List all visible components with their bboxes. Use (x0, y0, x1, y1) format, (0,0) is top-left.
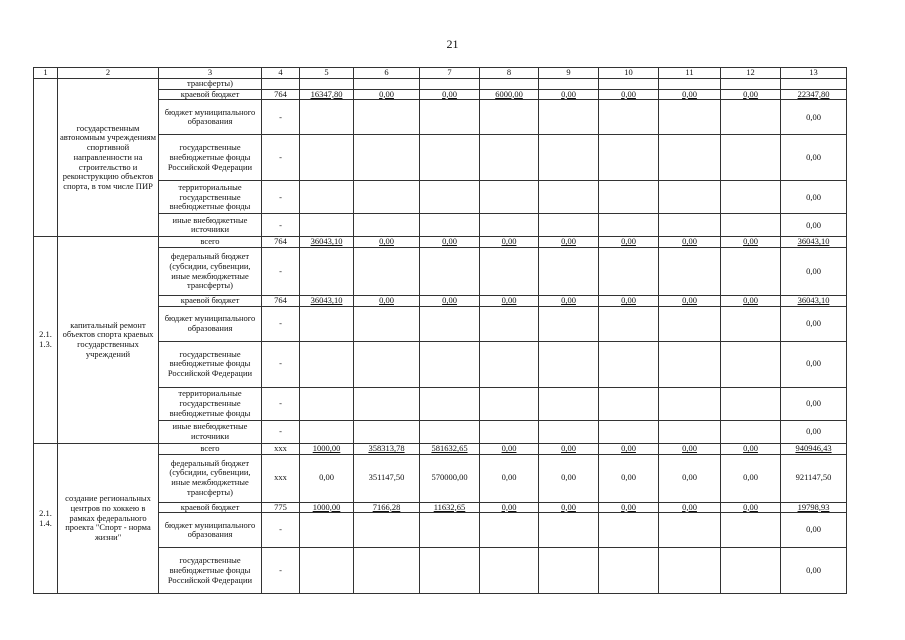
col-header: 10 (599, 68, 659, 79)
amount-cell: 0,00 (721, 296, 781, 307)
col-header: 3 (159, 68, 262, 79)
amount-cell (354, 513, 420, 548)
amount-cell: 0,00 (539, 296, 599, 307)
amount-cell: 358313,78 (354, 443, 420, 454)
total-cell: 0,00 (781, 135, 847, 181)
amount-cell: 0,00 (599, 89, 659, 100)
funding-source: федеральный бюджет (субсидии, субвенции, иные межбюджетные трансферты) (159, 248, 262, 296)
amount-cell (480, 306, 539, 341)
amount-cell (480, 513, 539, 548)
table-row (34, 443, 847, 454)
amount-cell: 921147,50 (781, 454, 847, 502)
amount-cell (599, 248, 659, 296)
funding-source: территориальные государственные внебюджетные фонды (159, 387, 262, 420)
amount-cell: 0,00 (599, 502, 659, 513)
row-number (34, 79, 58, 237)
amount-cell: 0,00 (599, 454, 659, 502)
table-cell (599, 79, 659, 90)
amount-cell (300, 306, 354, 341)
table-cell (420, 79, 480, 90)
amount-cell (539, 420, 599, 443)
amount-cell (539, 387, 599, 420)
amount-cell (354, 135, 420, 181)
amount-cell (420, 306, 480, 341)
budget-code: - (262, 548, 300, 594)
amount-cell: 0,00 (599, 443, 659, 454)
amount-cell: 0,00 (354, 296, 420, 307)
amount-cell (300, 513, 354, 548)
amount-cell (480, 548, 539, 594)
amount-cell (300, 181, 354, 214)
amount-cell (539, 248, 599, 296)
amount-cell (354, 420, 420, 443)
table-cell (480, 79, 539, 90)
amount-cell (721, 548, 781, 594)
amount-cell (721, 306, 781, 341)
total-cell: 0,00 (781, 513, 847, 548)
amount-cell: 581632,65 (420, 443, 480, 454)
amount-cell (659, 548, 721, 594)
amount-cell (354, 248, 420, 296)
table-cell (262, 79, 300, 90)
amount-cell (599, 387, 659, 420)
amount-cell (300, 341, 354, 387)
amount-cell: 0,00 (480, 296, 539, 307)
amount-cell: 0,00 (300, 454, 354, 502)
amount-cell (599, 135, 659, 181)
budget-code: - (262, 341, 300, 387)
amount-cell (300, 248, 354, 296)
amount-cell (354, 306, 420, 341)
budget-code: 764 (262, 237, 300, 248)
amount-cell: 1000,00 (300, 502, 354, 513)
amount-cell (659, 100, 721, 135)
funding-source: федеральный бюджет (субсидии, субвенции, иные межбюджетные трансферты) (159, 454, 262, 502)
amount-cell: 0,00 (420, 89, 480, 100)
amount-cell: 36043,10 (300, 296, 354, 307)
amount-cell: 0,00 (659, 237, 721, 248)
amount-cell (721, 135, 781, 181)
amount-cell: 0,00 (721, 89, 781, 100)
amount-cell: 0,00 (659, 454, 721, 502)
amount-cell: 1000,00 (300, 443, 354, 454)
amount-cell: 0,00 (721, 502, 781, 513)
amount-cell (480, 248, 539, 296)
col-header: 11 (659, 68, 721, 79)
amount-cell: 36043,10 (781, 237, 847, 248)
amount-cell (599, 214, 659, 237)
budget-code: - (262, 214, 300, 237)
amount-cell: 0,00 (539, 454, 599, 502)
table-row (34, 237, 847, 248)
amount-cell: 0,00 (539, 443, 599, 454)
col-header: 13 (781, 68, 847, 79)
total-cell: 0,00 (781, 214, 847, 237)
funding-source: бюджет муниципального образования (159, 513, 262, 548)
measure-name: создание региональных центров по хоккею в рамках федерального проекта "Спорт - норма жизни" (58, 443, 159, 593)
amount-cell: 22347,80 (781, 89, 847, 100)
funding-source: государственные внебюджетные фонды Российской Федерации (159, 341, 262, 387)
amount-cell (659, 420, 721, 443)
amount-cell (659, 248, 721, 296)
amount-cell (480, 387, 539, 420)
table-cell (721, 79, 781, 90)
col-header: 6 (354, 68, 420, 79)
amount-cell (300, 387, 354, 420)
budget-code: - (262, 387, 300, 420)
funding-source: трансферты) (159, 79, 262, 90)
budget-code: - (262, 306, 300, 341)
amount-cell: 7166,28 (354, 502, 420, 513)
amount-cell (539, 100, 599, 135)
amount-cell: 0,00 (354, 237, 420, 248)
amount-cell (539, 341, 599, 387)
col-header: 2 (58, 68, 159, 79)
header-row (34, 68, 847, 79)
budget-code: 775 (262, 502, 300, 513)
total-cell: 0,00 (781, 100, 847, 135)
amount-cell (599, 513, 659, 548)
amount-cell: 0,00 (659, 296, 721, 307)
amount-cell (420, 100, 480, 135)
amount-cell (354, 214, 420, 237)
amount-cell (354, 100, 420, 135)
amount-cell (721, 214, 781, 237)
amount-cell (420, 214, 480, 237)
amount-cell (300, 100, 354, 135)
page-number: 21 (446, 37, 459, 51)
amount-cell: 36043,10 (300, 237, 354, 248)
table-cell (300, 79, 354, 90)
amount-cell: 36043,10 (781, 296, 847, 307)
funding-source: иные внебюджетные источники (159, 214, 262, 237)
amount-cell: 0,00 (659, 502, 721, 513)
budget-code: xxx (262, 443, 300, 454)
funding-source: краевой бюджет (159, 89, 262, 100)
amount-cell: 0,00 (721, 454, 781, 502)
amount-cell (599, 420, 659, 443)
amount-cell: 0,00 (354, 89, 420, 100)
amount-cell (354, 341, 420, 387)
funding-source: бюджет муниципального образования (159, 306, 262, 341)
funding-source: краевой бюджет (159, 296, 262, 307)
amount-cell (420, 341, 480, 387)
amount-cell (721, 248, 781, 296)
amount-cell: 0,00 (539, 89, 599, 100)
col-header: 8 (480, 68, 539, 79)
amount-cell (539, 181, 599, 214)
amount-cell: 940946,43 (781, 443, 847, 454)
amount-cell (420, 387, 480, 420)
amount-cell: 0,00 (659, 89, 721, 100)
amount-cell (659, 513, 721, 548)
total-cell: 0,00 (781, 387, 847, 420)
amount-cell (300, 548, 354, 594)
amount-cell: 19798,93 (781, 502, 847, 513)
table-cell (354, 79, 420, 90)
amount-cell (721, 100, 781, 135)
amount-cell: 0,00 (480, 237, 539, 248)
amount-cell (420, 181, 480, 214)
amount-cell (300, 214, 354, 237)
amount-cell: 0,00 (539, 237, 599, 248)
amount-cell: 0,00 (480, 443, 539, 454)
col-header: 9 (539, 68, 599, 79)
amount-cell (659, 214, 721, 237)
amount-cell (599, 341, 659, 387)
funding-source: иные внебюджетные источники (159, 420, 262, 443)
amount-cell (300, 135, 354, 181)
amount-cell (539, 214, 599, 237)
amount-cell (480, 341, 539, 387)
measure-name: капитальный ремонт объектов спорта краевых государственных учреждений (58, 237, 159, 443)
row-number: 2.1. 1.4. (34, 443, 58, 593)
total-cell: 0,00 (781, 248, 847, 296)
amount-cell (480, 100, 539, 135)
budget-code: - (262, 420, 300, 443)
amount-cell: 570000,00 (420, 454, 480, 502)
funding-source: всего (159, 443, 262, 454)
col-header: 12 (721, 68, 781, 79)
table-row (34, 79, 847, 90)
amount-cell (659, 387, 721, 420)
measure-name: государственным автономным учреждениям спортивной направленности на строительство и реконструкцию объектов спорта, в том числе ПИР (58, 79, 159, 237)
amount-cell (539, 135, 599, 181)
amount-cell: 0,00 (420, 237, 480, 248)
budget-code: - (262, 135, 300, 181)
amount-cell: 0,00 (599, 237, 659, 248)
amount-cell (480, 135, 539, 181)
amount-cell: 351147,50 (354, 454, 420, 502)
amount-cell: 0,00 (721, 443, 781, 454)
amount-cell (539, 513, 599, 548)
amount-cell (721, 420, 781, 443)
budget-code: xxx (262, 454, 300, 502)
col-header: 7 (420, 68, 480, 79)
amount-cell: 16347,80 (300, 89, 354, 100)
amount-cell (659, 341, 721, 387)
funding-source: бюджет муниципального образования (159, 100, 262, 135)
funding-source: всего (159, 237, 262, 248)
amount-cell: 0,00 (420, 296, 480, 307)
amount-cell (480, 181, 539, 214)
amount-cell (659, 306, 721, 341)
row-number: 2.1. 1.3. (34, 237, 58, 443)
amount-cell (420, 420, 480, 443)
amount-cell (420, 513, 480, 548)
amount-cell (354, 181, 420, 214)
amount-cell: 0,00 (539, 502, 599, 513)
amount-cell (721, 513, 781, 548)
budget-code: - (262, 513, 300, 548)
total-cell: 0,00 (781, 341, 847, 387)
amount-cell (599, 548, 659, 594)
amount-cell (354, 387, 420, 420)
total-cell: 0,00 (781, 306, 847, 341)
funding-source: территориальные государственные внебюджетные фонды (159, 181, 262, 214)
amount-cell (480, 214, 539, 237)
amount-cell (300, 420, 354, 443)
amount-cell (659, 181, 721, 214)
amount-cell (539, 306, 599, 341)
budget-table (33, 67, 847, 594)
amount-cell (354, 548, 420, 594)
budget-code: - (262, 181, 300, 214)
amount-cell: 0,00 (659, 443, 721, 454)
amount-cell (420, 135, 480, 181)
funding-source: краевой бюджет (159, 502, 262, 513)
amount-cell (599, 306, 659, 341)
amount-cell (721, 181, 781, 214)
amount-cell: 0,00 (480, 454, 539, 502)
amount-cell: 6000,00 (480, 89, 539, 100)
amount-cell (721, 387, 781, 420)
amount-cell: 0,00 (480, 502, 539, 513)
total-cell: 0,00 (781, 420, 847, 443)
amount-cell (659, 135, 721, 181)
col-header: 1 (34, 68, 58, 79)
amount-cell: 11632,65 (420, 502, 480, 513)
col-header: 4 (262, 68, 300, 79)
amount-cell (420, 248, 480, 296)
col-header: 5 (300, 68, 354, 79)
amount-cell (420, 548, 480, 594)
total-cell: 0,00 (781, 548, 847, 594)
total-cell: 0,00 (781, 181, 847, 214)
budget-code: - (262, 248, 300, 296)
amount-cell (480, 420, 539, 443)
table-cell (539, 79, 599, 90)
amount-cell (599, 181, 659, 214)
amount-cell (721, 341, 781, 387)
table-cell (659, 79, 721, 90)
amount-cell (539, 548, 599, 594)
budget-code: 764 (262, 296, 300, 307)
amount-cell: 0,00 (721, 237, 781, 248)
funding-source: государственные внебюджетные фонды Российской Федерации (159, 135, 262, 181)
funding-source: государственные внебюджетные фонды Российской Федерации (159, 548, 262, 594)
amount-cell (599, 100, 659, 135)
table-cell (781, 79, 847, 90)
budget-code: 764 (262, 89, 300, 100)
budget-code: - (262, 100, 300, 135)
amount-cell: 0,00 (599, 296, 659, 307)
